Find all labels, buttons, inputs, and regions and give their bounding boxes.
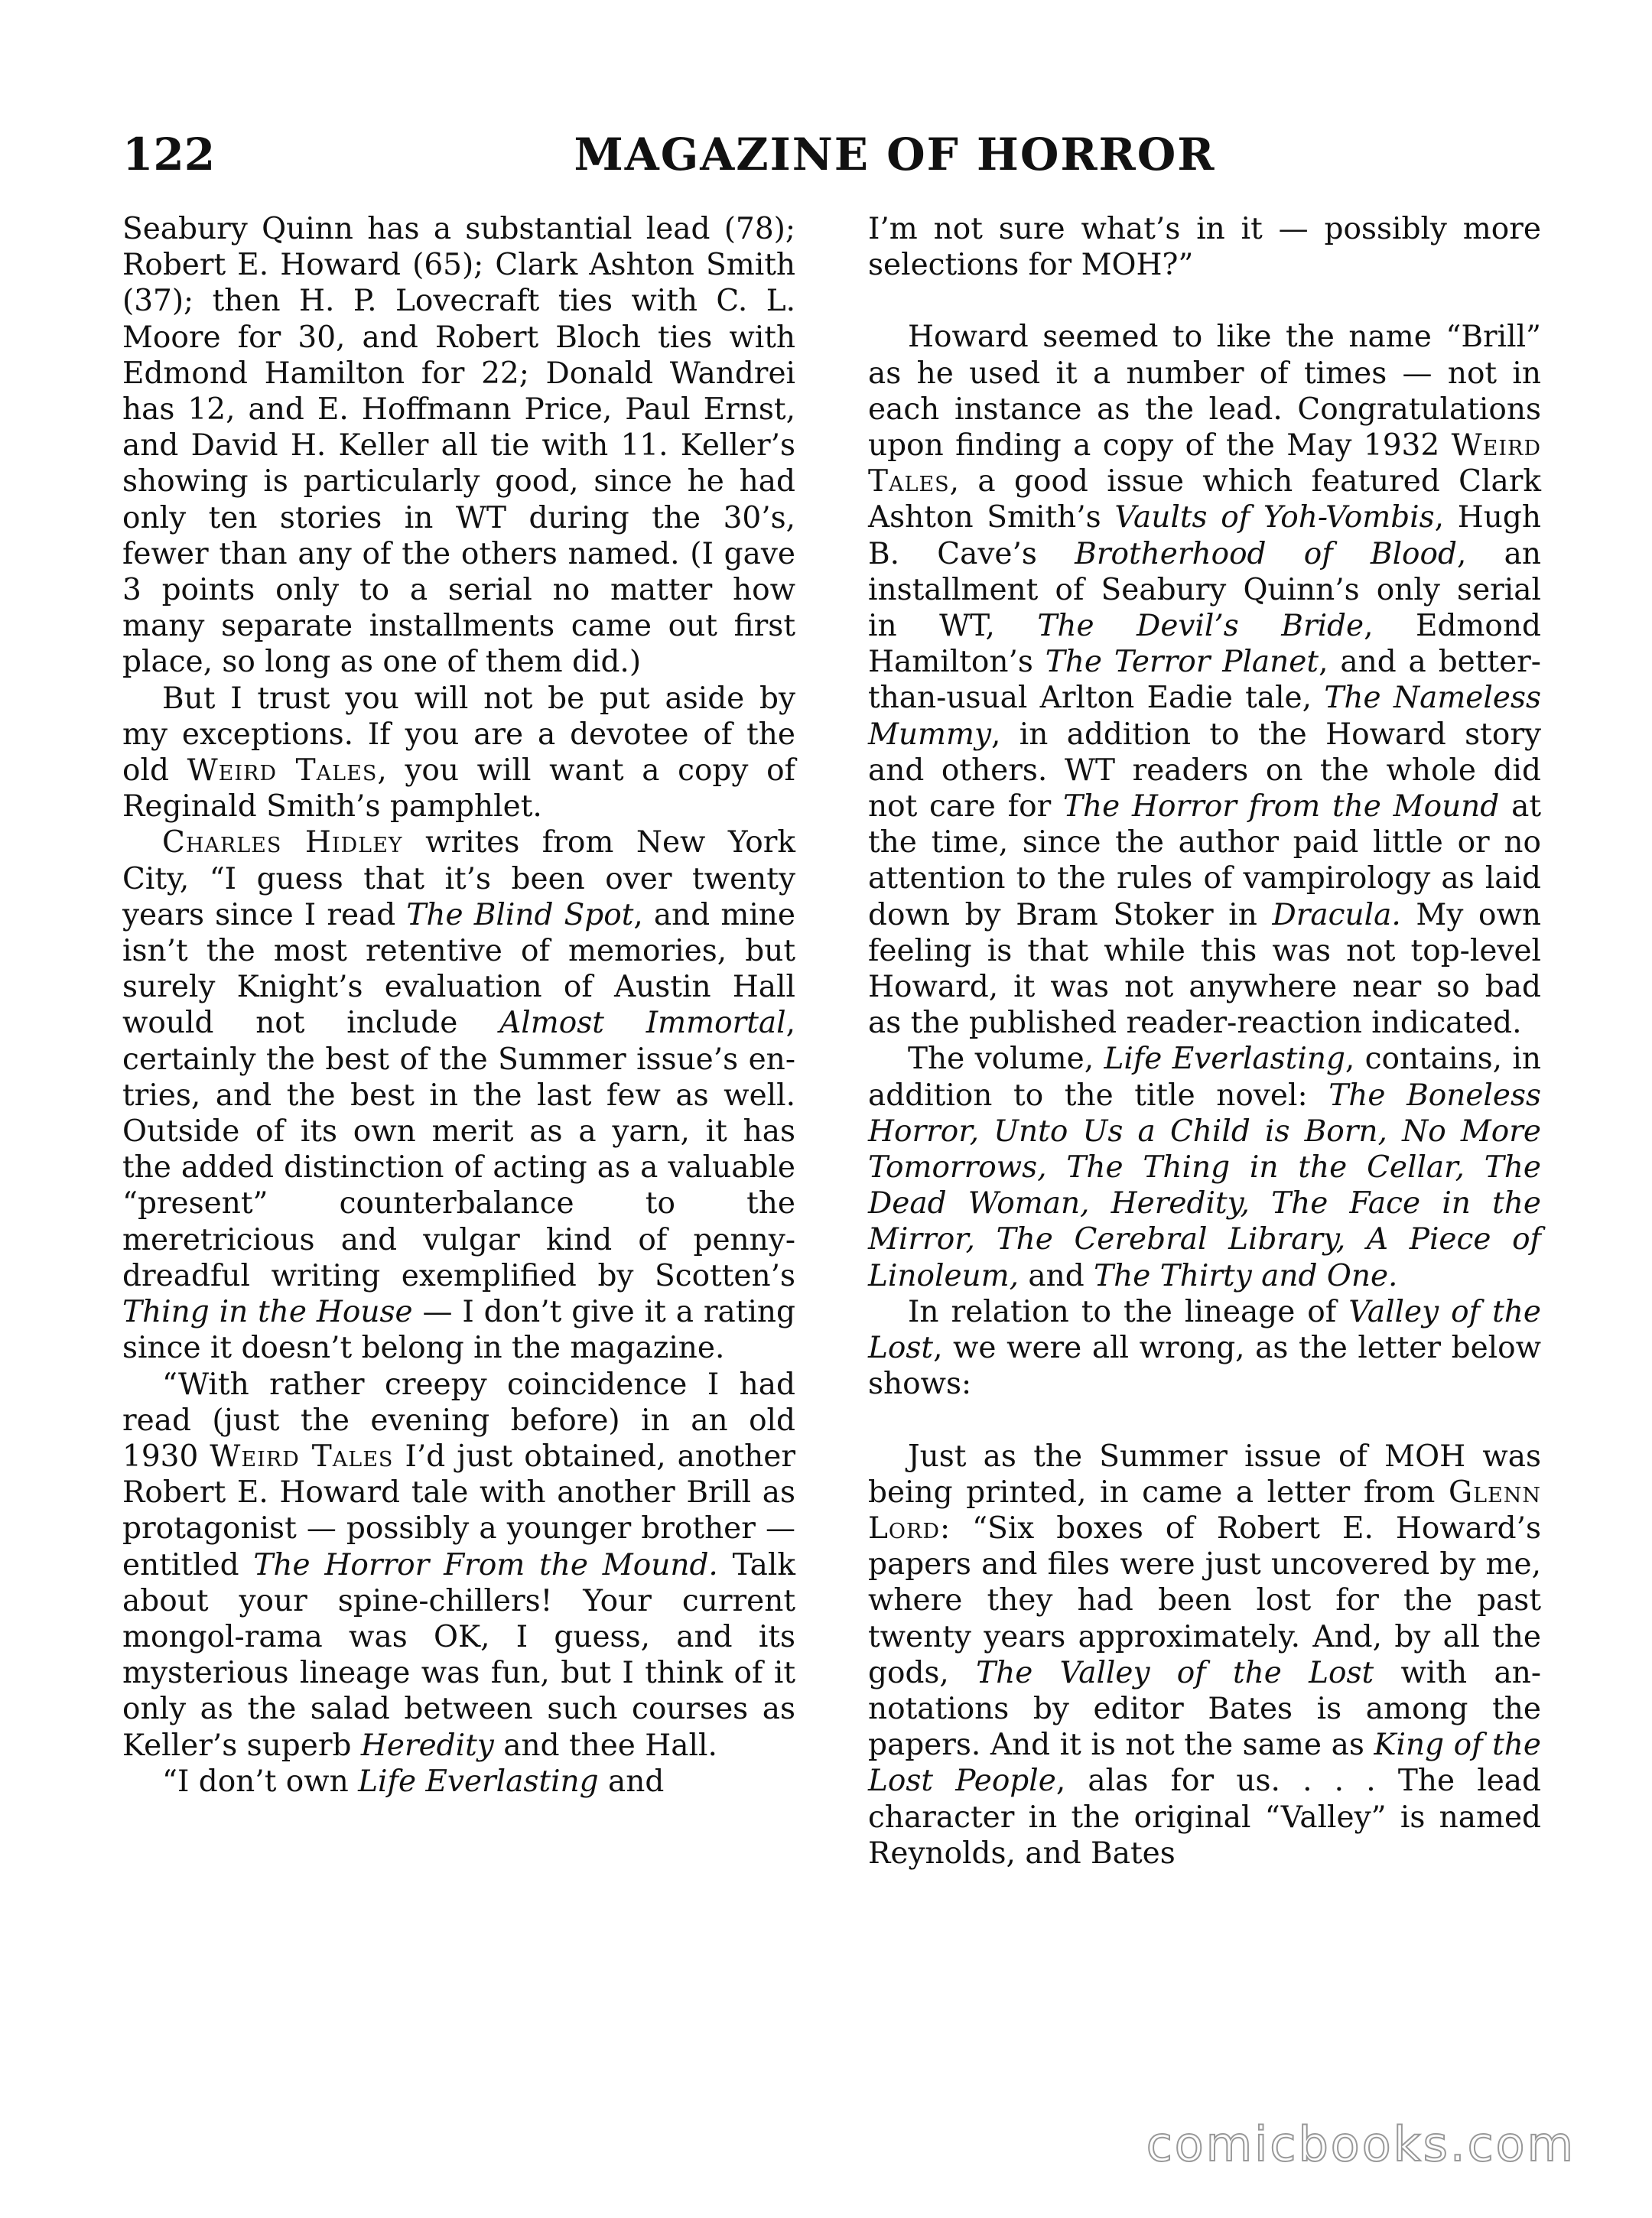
paragraph: “I don’t own Life Everlasting and bbox=[162, 1764, 665, 1799]
page-number: 122 bbox=[122, 128, 216, 180]
paragraph-gap bbox=[868, 283, 1541, 319]
paragraph: Howard seemed to like the name “Brill” as he used it a number of times — not in each instance as the lead. Congratulations upon finding a copy of the May 1932 Weird Tales, a good issue which featured Clark Ashton Smith’s Vaults of Yoh-Vombis, Hugh B. Cave’s Brotherhood of Blood, an installment of Seabury Quinn’s only serial in WT, The Devil’s Bride, Edmond Hamilton’s The Terror Planet, and a better-than-usual Arlton Eadie tale, The Nameless Mummy, in addition to the Howard story and others. WT readers on the whole did not care for The Horror from the Mound at the time, since the author paid little or no attention to the rules of vampirology as laid down by Bram Stoker in Dracula. My own feeling is that while this was not top-level Howard, it was not anywhere near so bad as the published reader-reaction indicated. bbox=[868, 320, 1541, 1041]
paragraph: “With rather creepy coincidence I had read (just the evening before) in an old 1930 Weird Tales I’d just obtained, another Robert E. Howard tale with another Brill as protagonist — possibly a younger brother — entitled The Horror From the Mound. Talk about your spine-chillers! Your current mongol-rama was OK, I guess, and its mysterious lineage was fun, but I think of it only as the salad between such courses as Keller’s superb Heredity and thee Hall. bbox=[122, 1367, 795, 1763]
left-column bbox=[122, 211, 795, 1800]
right-column bbox=[868, 211, 1541, 1872]
paragraph: Charles Hidley writes from New York City, “I guess that it’s been over twenty years since I read The Blind Spot, and mine isn’t the most retentive of memories, but surely Knight’s evaluation of Austin Hall would not include Almost Immortal, certainly the best of the Summer issue’s entries, and the best in the last few as well. Outside of its own merit as a yarn, it has the added distinction of acting as a valuable “present” counterbalance to the meretricious and vulgar kind of penny-dreadful writing exemplified by Scotten’s Thing in the House — I don’t give it a rating since it doesn’t belong in the magazine. bbox=[122, 825, 796, 1366]
paragraph: In relation to the lineage of Valley of the Lost, we were all wrong, as the letter below shows: bbox=[868, 1294, 1541, 1402]
paragraph: Just as the Summer issue of MOH was being printed, in came a letter from Glenn Lord: “Six boxes of Robert E. Howard’s papers and files were just uncovered by me, where they had been lost for the past twenty years approximately. And, by all the gods, The Valley of the Lost with annotations by editor Bates is among the papers. And it is not the same as King of the Lost People, alas for us. . . . The lead character in the original “Valley” is named Reynolds, and Bates bbox=[868, 1439, 1541, 1871]
paragraph: Seabury Quinn has a substantial lead (78); Robert E. Howard (65); Clark Ashton Smith (37); then H. P. Lovecraft ties with C. L. Moore for 30, and Robert Bloch ties with Edmond Hamilton for 22; Donald Wandrei has 12, and E. Hoffmann Price, Paul Ernst, and David H. Keller all tie with 11. Keller’s showing is particularly good, since he had only ten stories in WT during the 30’s, fewer than any of the others named. (I gave 3 points only to a serial no matter how many separate installments came out first place, so long as one of them did.) bbox=[122, 212, 795, 680]
paragraph: The volume, Life Everlasting, contains, in addition to the title novel: The Boneless Horror, Unto Us a Child is Born, No More Tomorrows, The Thing in the Cellar, The Dead Woman, Heredity, The Face in the Mirror, The Cerebral Library, A Piece of Linoleum, and The Thirty and One. bbox=[868, 1042, 1541, 1293]
paragraph-gap bbox=[868, 1403, 1541, 1439]
paragraph: But I trust you will not be put aside by my exceptions. If you are a devotee of the old Weird Tales, you will want a copy of Reginald Smith’s pamphlet. bbox=[122, 681, 795, 824]
running-head: MAGAZINE OF HORROR bbox=[574, 128, 1216, 180]
correspondent-name: Charles Hidley bbox=[162, 825, 403, 860]
correspondent-name: Glenn Lord bbox=[868, 1475, 1541, 1546]
watermark: comicbooks.com bbox=[1146, 2116, 1576, 2172]
paragraph: I’m not sure what’s in it — possibly more selections for MOH?” bbox=[868, 212, 1541, 283]
